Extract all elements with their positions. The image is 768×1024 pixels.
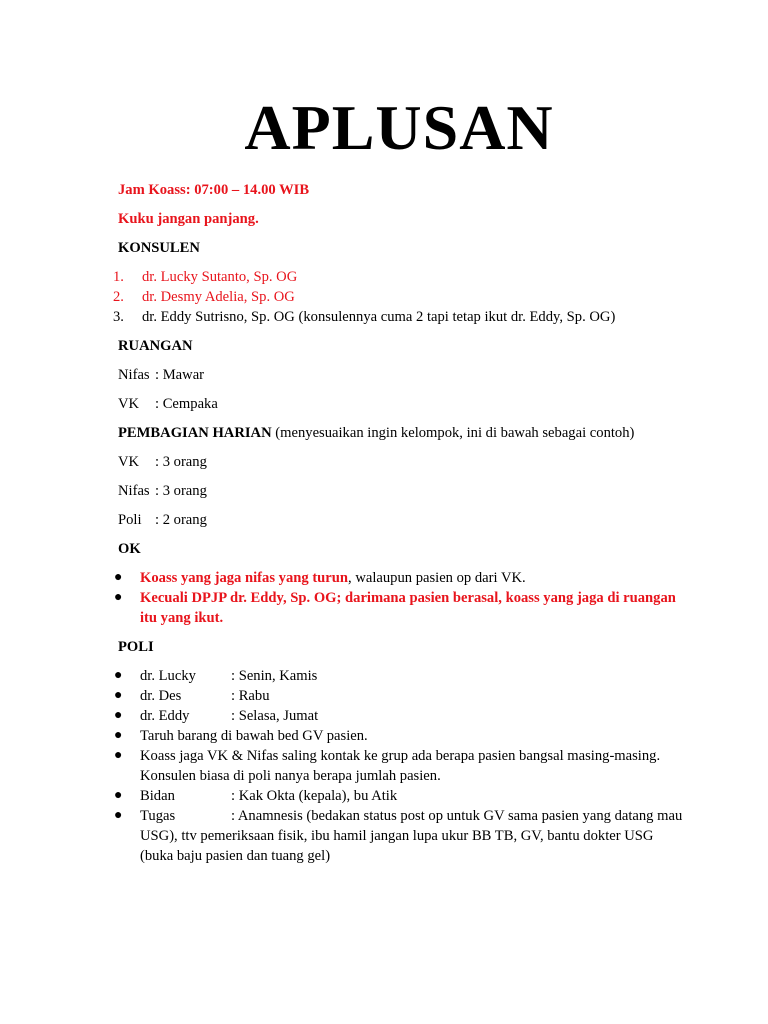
- pembagian-row: [118, 452, 688, 472]
- poli-key: dr. Eddy: [140, 708, 190, 724]
- list-item: [114, 588, 688, 628]
- poli-key: Tugas: [140, 808, 176, 824]
- poli-value: : Senin, Kamis: [231, 668, 318, 684]
- bullet-icon: ●: [114, 708, 123, 723]
- poli-key: dr. Lucky: [140, 668, 196, 684]
- ok-heading: OK: [118, 541, 141, 557]
- ruangan-value: : Mawar: [155, 367, 205, 383]
- pembagian-heading-line: [118, 423, 688, 443]
- poli-key: dr. Des: [140, 688, 182, 704]
- list-item: [114, 786, 688, 806]
- pembagian-key: VK: [118, 454, 140, 470]
- ruangan-key: Nifas: [118, 367, 150, 383]
- list-item: [114, 568, 688, 588]
- list-number: 3.: [113, 309, 124, 325]
- pembagian-key: Nifas: [118, 483, 150, 499]
- poli-value: Koass jaga VK & Nifas saling kontak ke grup ada berapa pasien bangsal masing-masing. Konsulen biasa di poli nanya berapa jumlah pasien.: [140, 748, 661, 784]
- konsulen-item: [113, 287, 688, 307]
- list-item: [114, 806, 688, 866]
- bullet-icon: ●: [114, 668, 123, 683]
- list-item: [114, 706, 688, 726]
- ruangan-key: VK: [118, 396, 140, 412]
- bullet-icon: ●: [114, 570, 123, 585]
- poli-heading: POLI: [118, 639, 154, 655]
- konsulen-item-text: dr. Eddy Sutrisno, Sp. OG (konsulennya cuma 2 tapi tetap ikut dr. Eddy, Sp. OG): [142, 309, 616, 325]
- bullet-icon: ●: [114, 788, 123, 803]
- konsulen-heading: KONSULEN: [118, 240, 200, 256]
- pembagian-value: : 3 orang: [155, 454, 207, 470]
- pembagian-row: [118, 481, 688, 501]
- konsulen-item-text: dr. Desmy Adelia, Sp. OG: [142, 289, 295, 305]
- poli-key: Bidan: [140, 788, 175, 804]
- pembagian-heading: PEMBAGIAN HARIAN: [118, 425, 272, 441]
- pembagian-value: : 3 orang: [155, 483, 207, 499]
- ruangan-row: [118, 365, 688, 385]
- bullet-icon: ●: [114, 728, 123, 743]
- ruangan-value: : Cempaka: [155, 396, 218, 412]
- ruangan-heading: RUANGAN: [118, 338, 193, 354]
- list-number: 1.: [113, 269, 124, 285]
- poli-value: : Rabu: [231, 688, 270, 704]
- list-item: [114, 726, 688, 746]
- document-title: APLUSAN: [244, 92, 554, 163]
- konsulen-item: [113, 307, 688, 327]
- poli-list: [114, 666, 688, 866]
- list-item: [114, 746, 688, 786]
- pembagian-key: Poli: [118, 512, 142, 528]
- list-item: [114, 666, 688, 686]
- poli-value: : Kak Okta (kepala), bu Atik: [231, 788, 398, 804]
- jam-koass-line: Jam Koass: 07:00 – 14.00 WIB: [118, 182, 310, 198]
- ruangan-row: [118, 394, 688, 414]
- bullet-icon: ●: [114, 590, 123, 605]
- ok-item-red: Kecuali DPJP dr. Eddy, Sp. OG; darimana pasien berasal, koass yang jaga di ruangan itu yang ikut.: [140, 590, 676, 626]
- bullet-icon: ●: [114, 688, 123, 703]
- list-item: [114, 686, 688, 706]
- kuku-line: Kuku jangan panjang.: [118, 211, 259, 227]
- pembagian-note: (menyesuaikan ingin kelompok, ini di bawah sebagai contoh): [271, 425, 635, 441]
- ok-item-red: Koass yang jaga nifas yang turun: [140, 570, 349, 586]
- ok-list: [114, 568, 688, 628]
- konsulen-item: [113, 267, 688, 287]
- bullet-icon: ●: [114, 808, 123, 823]
- poli-value: : Selasa, Jumat: [231, 708, 319, 724]
- ok-item-rest: , walaupun pasien op dari VK.: [348, 570, 526, 586]
- poli-value: : Anamnesis (bedakan status post op untuk GV sama pasien yang datang mau USG), ttv pemeriksaan fisik, ibu hamil jangan lupa ukur BB TB, GV, bantu dokter USG (buka baju pasien dan tuang gel): [140, 808, 683, 864]
- list-number: 2.: [113, 289, 124, 305]
- pembagian-value: : 2 orang: [155, 512, 207, 528]
- bullet-icon: ●: [114, 748, 123, 763]
- konsulen-item-text: dr. Lucky Sutanto, Sp. OG: [142, 269, 298, 285]
- pembagian-row: [118, 510, 688, 530]
- poli-value: Taruh barang di bawah bed GV pasien.: [140, 728, 368, 744]
- konsulen-list: [113, 267, 688, 327]
